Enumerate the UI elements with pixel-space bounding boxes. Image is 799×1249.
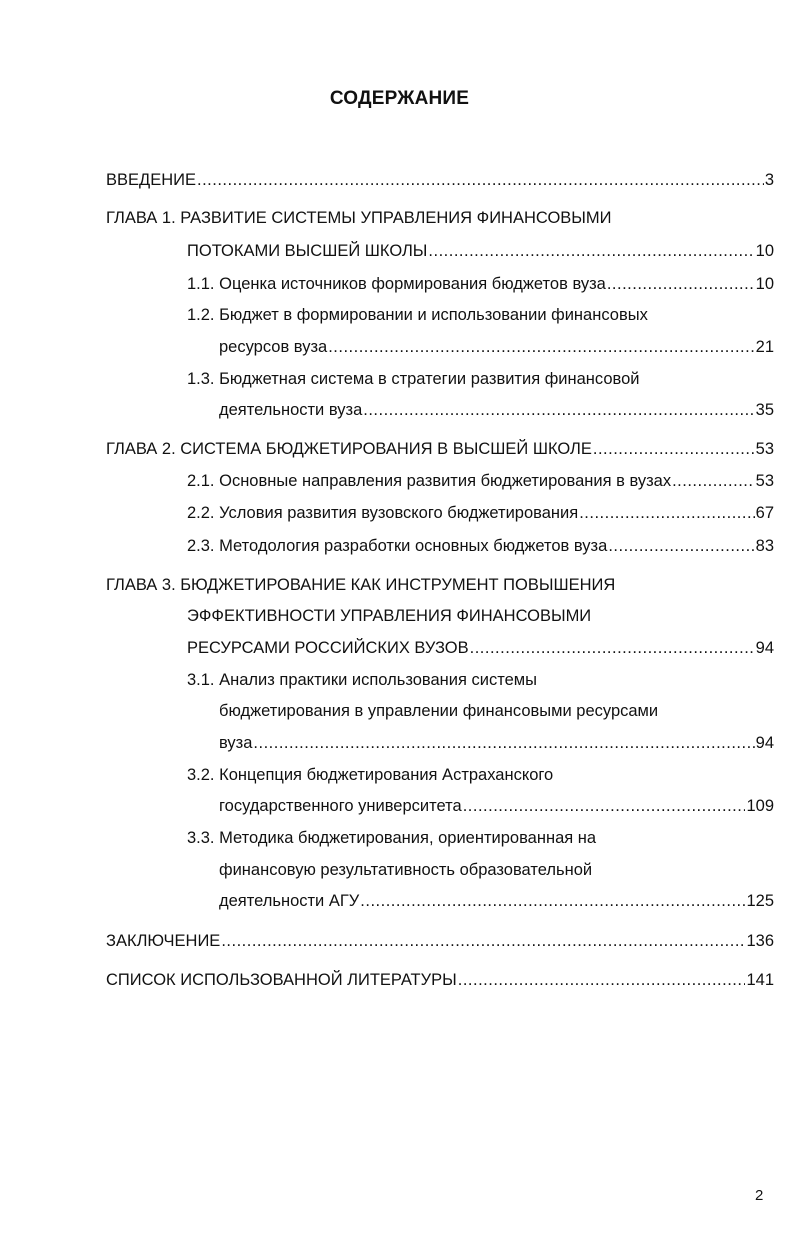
- toc-section-1-2[interactable]: [219, 334, 774, 360]
- dot-leader: [470, 635, 755, 661]
- toc-entry-label: 2.1. Основные направления развития бюджетирования в вузах: [187, 472, 672, 490]
- toc-chapter-1-heading[interactable]: [106, 205, 774, 231]
- toc-page-number: 3: [764, 171, 774, 189]
- dot-leader: [197, 167, 764, 193]
- dot-leader: [607, 271, 755, 297]
- toc-chapter-3-heading-1[interactable]: [106, 572, 774, 598]
- toc-entry-label: деятельности АГУ: [219, 892, 360, 910]
- toc-entry-label: 2.3. Методология разработки основных бюджетов вуза: [187, 537, 608, 555]
- toc-entry-label: ВВЕДЕНИЕ: [106, 171, 196, 189]
- toc-entry-label: 2.2. Условия развития вузовского бюджетирования: [187, 504, 579, 522]
- dot-leader: [672, 468, 755, 494]
- toc-page-number: 21: [755, 338, 774, 356]
- toc-page-number: 94: [755, 734, 774, 752]
- toc-section-3-3-heading-1[interactable]: [187, 825, 774, 851]
- toc-chapter-2[interactable]: [106, 436, 774, 462]
- toc-entry-label: РЕСУРСАМИ РОССИЙСКИХ ВУЗОВ: [187, 639, 469, 657]
- toc-section-3-2-heading[interactable]: [187, 762, 774, 788]
- toc-entry-label: 1.3. Бюджетная система в стратегии развития финансовой: [187, 370, 640, 388]
- dot-leader: [221, 928, 745, 954]
- toc-section-2-3[interactable]: [187, 533, 774, 559]
- toc-section-2-1[interactable]: [187, 468, 774, 494]
- toc-entry-label: ПОТОКАМИ ВЫСШЕЙ ШКОЛЫ: [187, 242, 428, 260]
- toc-page-number: 125: [746, 892, 774, 910]
- toc-section-1-1[interactable]: [187, 271, 774, 297]
- toc-section-1-3[interactable]: [219, 397, 774, 423]
- page-number: 2: [755, 1187, 764, 1204]
- toc-entry-intro[interactable]: [106, 167, 774, 193]
- toc-page-number: 67: [755, 504, 774, 522]
- toc-entry-label: ресурсов вуза: [219, 338, 328, 356]
- toc-section-3-1[interactable]: [219, 730, 774, 756]
- toc-page-number: 53: [755, 472, 774, 490]
- toc-entry-label: 1.2. Бюджет в формировании и использовании финансовых: [187, 306, 648, 324]
- toc-entry-label: 3.3. Методика бюджетирования, ориентированная на: [187, 829, 597, 847]
- toc-page-number: 10: [755, 242, 774, 260]
- toc-entry-label: СПИСОК ИСПОЛЬЗОВАННОЙ ЛИТЕРАТУРЫ: [106, 971, 457, 989]
- dot-leader: [253, 730, 754, 756]
- toc-section-3-3-heading-2[interactable]: [219, 857, 774, 883]
- toc-section-3-3[interactable]: [219, 888, 774, 914]
- toc-entry-label: вуза: [219, 734, 253, 752]
- toc-chapter-3[interactable]: [187, 635, 774, 661]
- toc-page-number: 141: [746, 971, 774, 989]
- dot-leader: [363, 397, 754, 423]
- toc-entry-label: ЗАКЛЮЧЕНИЕ: [106, 932, 221, 950]
- toc-page-number: 35: [755, 401, 774, 419]
- toc-page-number: 53: [755, 440, 774, 458]
- toc-page-number: 94: [755, 639, 774, 657]
- dot-leader: [428, 238, 754, 264]
- toc-page-number: 136: [746, 932, 774, 950]
- toc-page-number: 109: [746, 797, 774, 815]
- dot-leader: [360, 888, 745, 914]
- dot-leader: [608, 533, 754, 559]
- toc-section-3-1-heading-1[interactable]: [187, 667, 774, 693]
- toc-entry-label: ГЛАВА 2. СИСТЕМА БЮДЖЕТИРОВАНИЯ В ВЫСШЕЙ ШКОЛЕ: [106, 440, 592, 458]
- toc-chapter-3-heading-2[interactable]: [187, 603, 774, 629]
- toc-chapter-1[interactable]: [187, 238, 774, 264]
- toc-entry-label: деятельности вуза: [219, 401, 363, 419]
- toc-section-3-2[interactable]: [219, 793, 774, 819]
- dot-leader: [593, 436, 755, 462]
- toc-entry-conclusion[interactable]: [106, 928, 774, 954]
- toc-entry-label: ГЛАВА 1. РАЗВИТИЕ СИСТЕМЫ УПРАВЛЕНИЯ ФИНАНСОВЫМИ: [106, 209, 612, 227]
- toc-entry-references[interactable]: [106, 967, 774, 993]
- toc-page-number: 10: [755, 275, 774, 293]
- toc-page-number: 83: [755, 537, 774, 555]
- page-title: СОДЕРЖАНИЕ: [329, 88, 470, 109]
- toc-entry-label: бюджетирования в управлении финансовыми ресурсами: [219, 702, 659, 720]
- toc-entry-label: 3.2. Концепция бюджетирования Астраханского: [187, 766, 554, 784]
- toc-entry-label: государственного университета: [219, 797, 462, 815]
- dot-leader: [458, 967, 746, 993]
- toc-section-1-2-heading[interactable]: [187, 302, 774, 328]
- toc-section-1-3-heading[interactable]: [187, 366, 774, 392]
- toc-section-2-2[interactable]: [187, 500, 774, 526]
- toc-entry-label: 1.1. Оценка источников формирования бюджетов вуза: [187, 275, 606, 293]
- toc-entry-label: ЭФФЕКТИВНОСТИ УПРАВЛЕНИЯ ФИНАНСОВЫМИ: [187, 607, 592, 625]
- toc-entry-label: 3.1. Анализ практики использования системы: [187, 671, 537, 689]
- dot-leader: [328, 334, 754, 360]
- toc-entry-label: ГЛАВА 3. БЮДЖЕТИРОВАНИЕ КАК ИНСТРУМЕНТ ПОВЫШЕНИЯ: [106, 576, 616, 594]
- toc-entry-label: финансовую результативность образовательной: [219, 861, 593, 879]
- dot-leader: [463, 793, 746, 819]
- dot-leader: [579, 500, 754, 526]
- toc-section-3-1-heading-2[interactable]: [219, 698, 774, 724]
